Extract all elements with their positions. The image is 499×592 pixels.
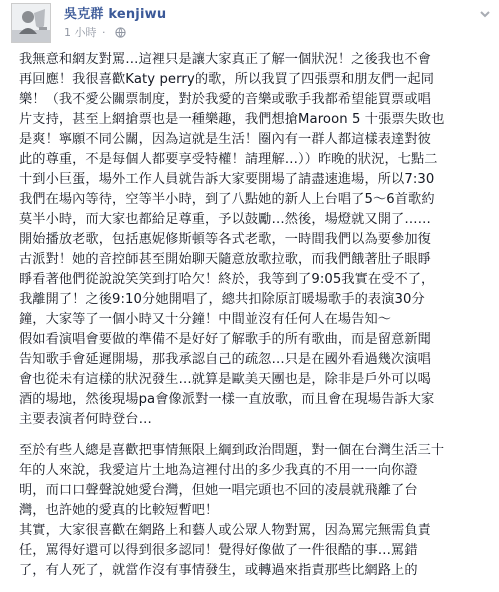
text-line: 告知歌手會延遲開場，那我承認自己的疏忽…只是在國外看過幾次演唱 <box>19 352 431 367</box>
profile-photo <box>12 4 50 42</box>
text-line: 再回應！我很喜歡Katy perry的歌，所以我買了四張票和朋友們一起同 <box>19 72 435 87</box>
post-body <box>19 50 493 592</box>
text-line: 至於有些人總是喜歡把事情無限上綱到政治問題，對一個在台灣生活三十 <box>19 443 445 458</box>
text-line: 鐘，大家等了一個小時又十分鐘！中間並沒有任何人在場告知～ <box>19 312 392 327</box>
text-line: 我無意和網友對罵…這裡只是讓大家真正了解一個狀況！之後我也不會 <box>19 52 431 67</box>
text-line: 酒的場地，然後現場pa會像派對一樣一直放歌，而且會在現場告訴大家 <box>19 392 435 407</box>
text-line: 我們在場內等待，空等半小時，到了八點她的新人上台唱了5～6首歌約 <box>19 192 435 207</box>
text-line: 莫半小時，而大家也都給足尊重，予以鼓勵…然後，場燈就又開了…… <box>19 212 431 227</box>
text-line: 年的人來說，我愛這片土地為這裡付出的多少我真的不用一一向你證 <box>19 463 418 478</box>
text-line: 假如看演唱會要做的準備不是好好了解歌手的所有歌曲，而是留意新聞 <box>19 332 431 347</box>
post-paragraph <box>19 50 493 430</box>
text-line: 睜看著他們從說說笑笑到打哈欠！終於，我等到了9:05我實在受不了， <box>19 272 435 287</box>
text-line: 古派對！她的音控師甚至開始聊天隨意放歌拉歌，而我們餓著肚子眼睜 <box>19 252 431 267</box>
text-line: 樂！（我不愛公關票制度，對於我愛的音樂或歌手我都希望能買票或唱 <box>19 92 431 107</box>
chevron-down-icon[interactable] <box>477 6 493 22</box>
globe-icon <box>115 27 126 41</box>
text-line: 其實，大家很喜歡在網路上和藝人或公眾人物對罵，因為罵完無需負責 <box>19 523 431 538</box>
text-line: 我離開了！之後9:10分她開唱了，總共扣除原訂暖場歌手的表演30分 <box>19 292 425 307</box>
post-meta <box>64 24 126 41</box>
text-line: 主要表演者何時登台… <box>19 412 152 427</box>
text-line: 了，有人死了，就當作沒有事情發生，或轉過來指責那些比網路上的 <box>19 563 418 578</box>
post-timestamp[interactable]: 1 小時 <box>64 26 97 39</box>
post-paragraph <box>19 441 493 581</box>
author-name[interactable]: 吳克群 kenjiwu <box>64 7 167 22</box>
text-line: 任，罵得好還可以得到很多認同！覺得好像做了一件很酷的事…罵錯 <box>19 543 418 558</box>
text-line: 會也從未有這樣的狀況發生…就算是歐美天團也是，除非是戶外可以喝 <box>19 372 431 387</box>
text-line: 十到小巨蛋，場外工作人員就告訴大家要開場了請盡速進場，所以7:30 <box>19 172 435 187</box>
text-line: 是爽！寧願不同公關，因為這就是生活！圈內有一群人都這樣表達對彼 <box>19 132 431 147</box>
text-line: 此的尊重，不是每個人都要享受特權！請理解…））昨晚的狀況，七點二 <box>19 152 438 167</box>
text-line: 明，而口口聲聲說她愛台灣，但她一唱完頭也不回的凌晨就飛離了台 <box>19 483 418 498</box>
text-line: 片支持，甚至上網搶票也是一種樂趣，我們想搶Maroon 5 十張票失敗也 <box>19 112 445 127</box>
post-header <box>0 0 499 50</box>
meta-separator: · <box>102 26 106 39</box>
avatar[interactable] <box>11 3 51 43</box>
text-line: 開始播放老歌，包括惠妮修斯頓等各式老歌，一時間我們以為要參加復 <box>19 232 431 247</box>
text-line: 灣，也許她的愛真的比較短暫吧！ <box>19 503 219 518</box>
